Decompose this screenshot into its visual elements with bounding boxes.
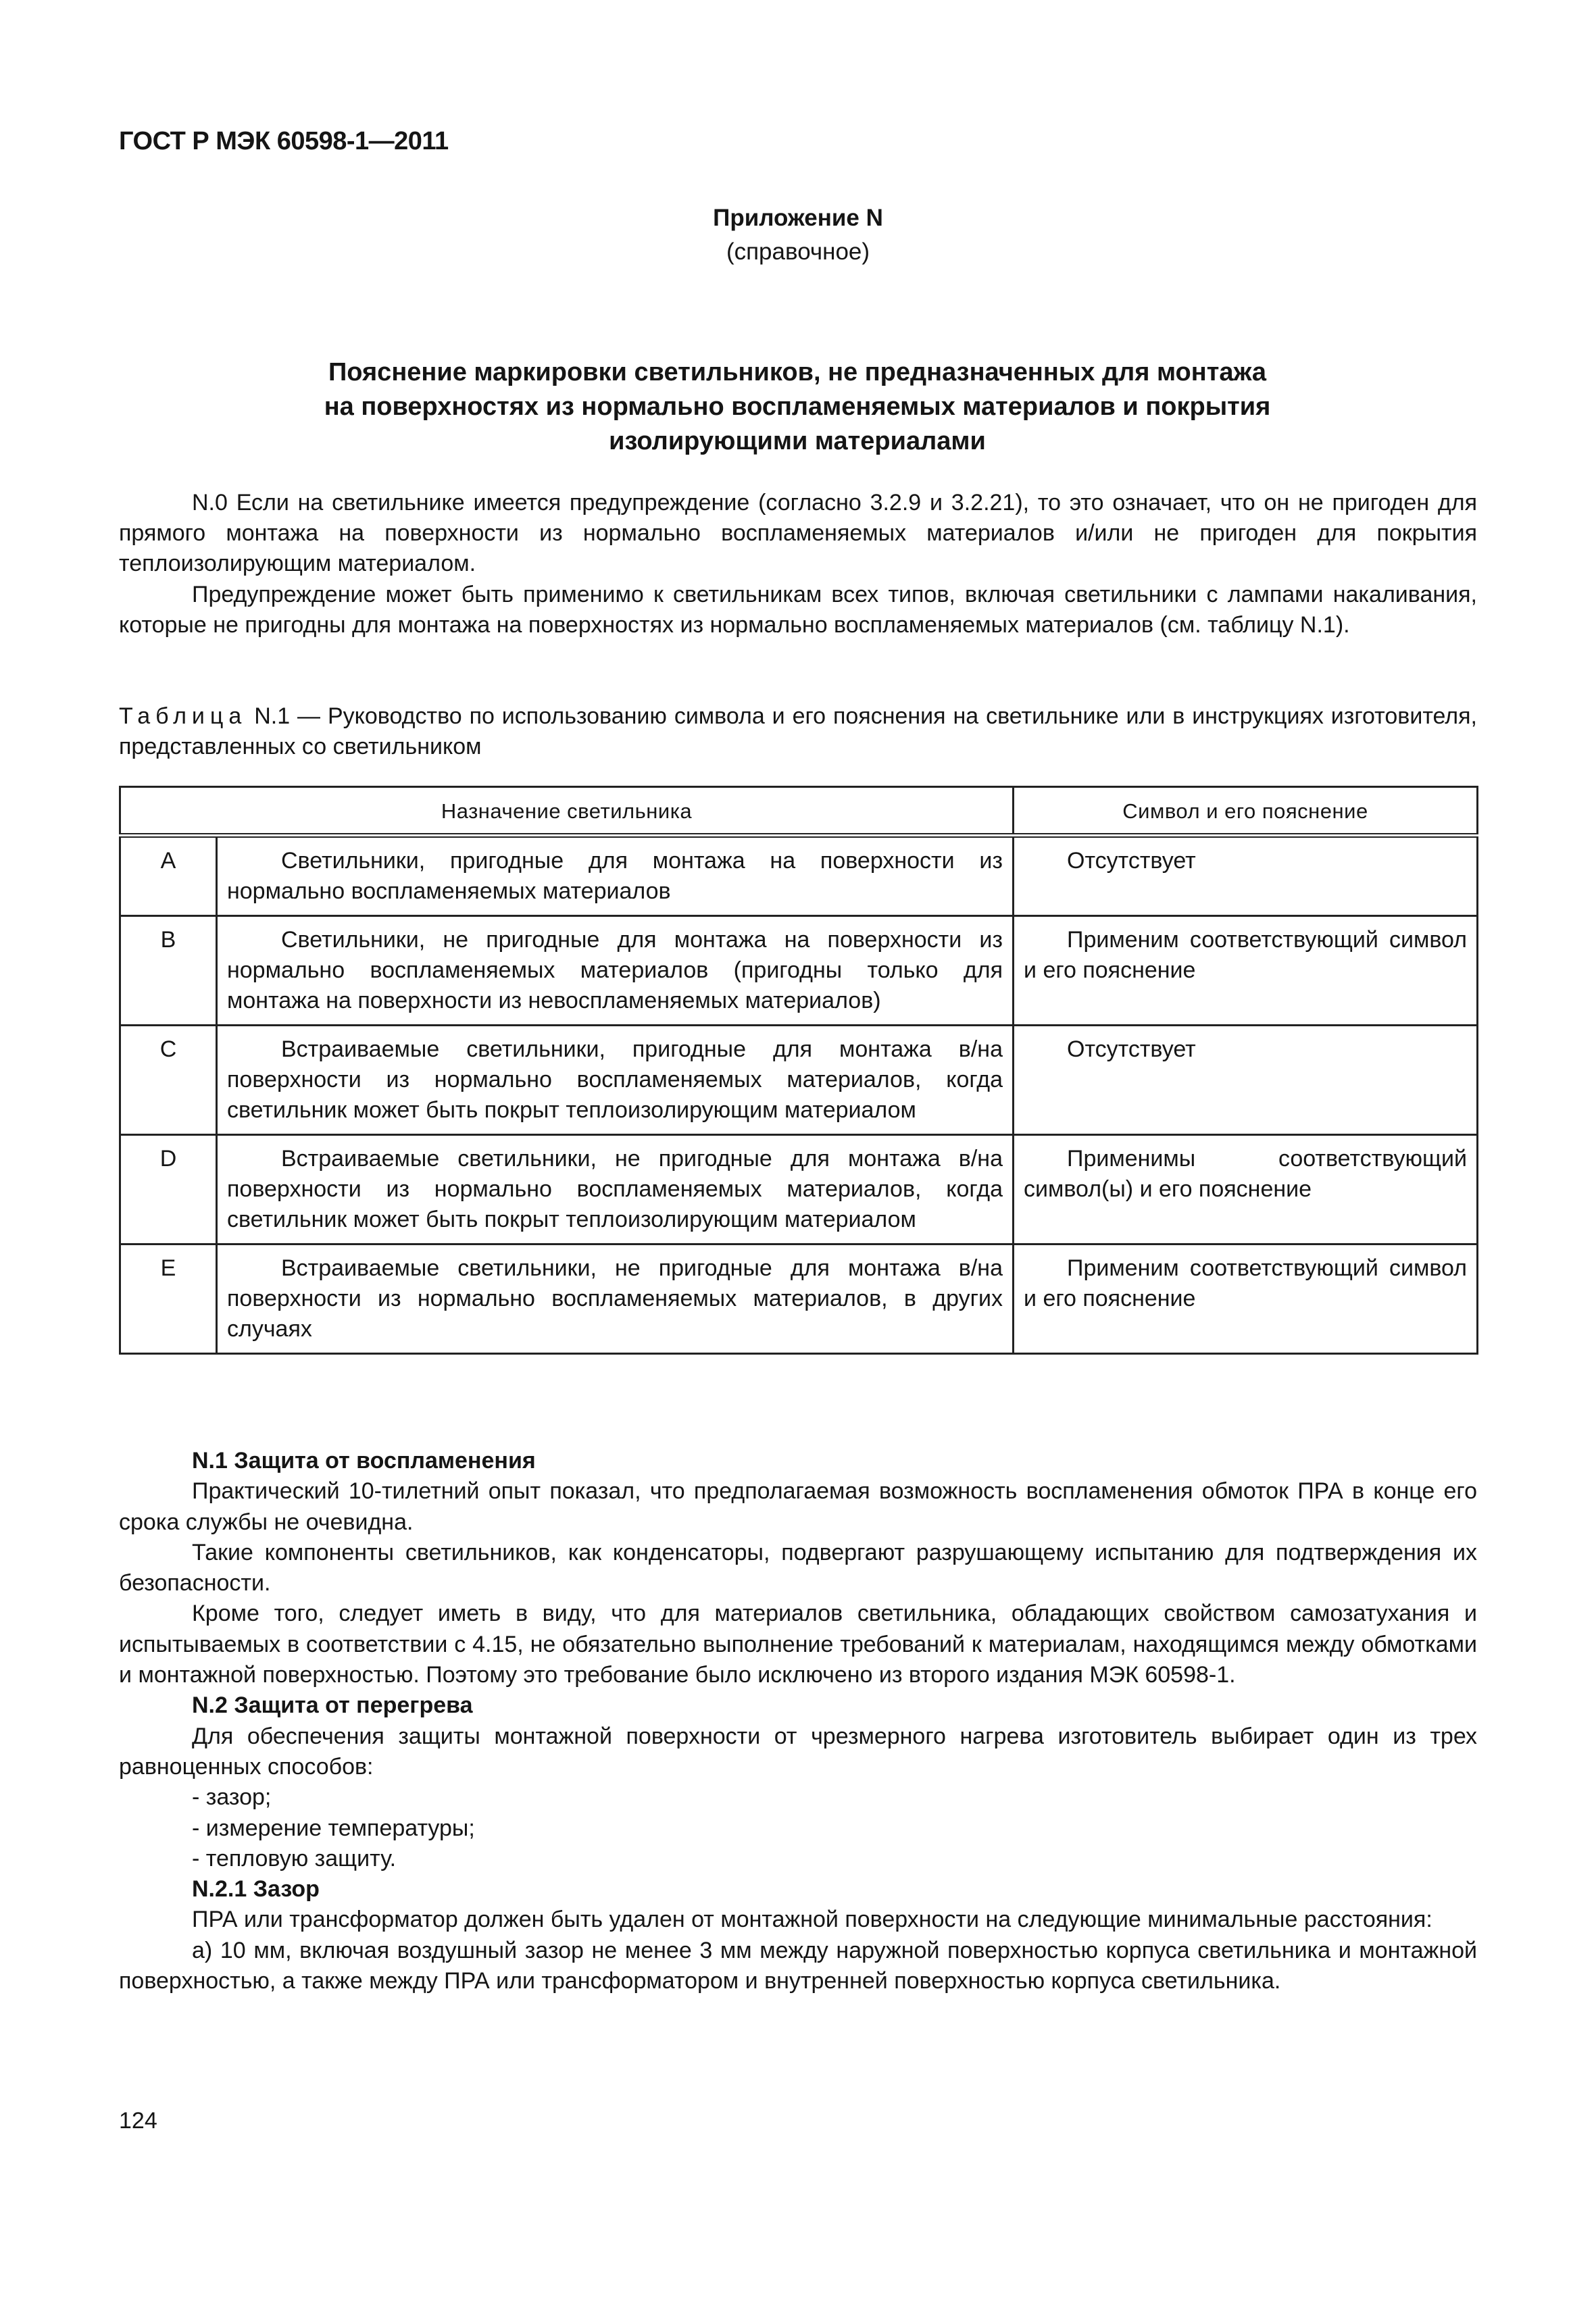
page-number: 124 (119, 2108, 157, 2134)
section-paragraph: Такие компоненты светильников, как конденсаторы, подвергают разрушающему испытанию для подтверждения их безопасности. (119, 1539, 1477, 1596)
title-line: Пояснение маркировки светильников, не предназначенных для монтажа (328, 358, 1267, 386)
document-code: ГОСТ Р МЭК 60598-1—2011 (119, 127, 449, 155)
row-symbol (1014, 916, 1478, 1026)
row-symbol (1014, 1026, 1478, 1135)
intro-paragraph: Предупреждение может быть применимо к светильникам всех типов, включая светильники с лампами накаливания, которые не пригодны для монтажа на поверхностях из нормально воспламеняемых материалов (см. таблицу N.1). (119, 581, 1477, 638)
row-symbol-text: Применим соответствующий символ и его пояснение (1024, 927, 1467, 983)
row-letter: B (120, 916, 217, 1026)
section-paragraph: а) 10 мм, включая воздушный зазор не менее 3 мм между наружной поверхностью корпуса светильника и монтажной поверхностью, а также между ПРА или трансформатором и внутренней поверхностью корпуса светильника. (119, 1937, 1477, 1994)
row-letter: D (120, 1135, 217, 1244)
table-caption-word: Таблица (119, 703, 247, 729)
column-header-purpose: Назначение светильника (120, 787, 1014, 836)
row-symbol (1014, 1244, 1478, 1354)
table-row (120, 1135, 1478, 1244)
list-item: - тепловую защиту. (192, 1845, 397, 1871)
row-purpose (217, 836, 1014, 916)
table-caption (119, 701, 1477, 762)
column-header-symbol: Символ и его пояснение (1014, 787, 1478, 836)
luminaire-table (119, 786, 1478, 1355)
row-symbol-text: Применимы соответствующий символ(ы) и его пояснение (1024, 1146, 1467, 1202)
row-purpose-text: Встраиваемые светильники, не пригодные для монтажа в/на поверхности из нормально воспламеняемых материалов, когда светильник может быть покрыт теплоизолирующим материалом (227, 1146, 1003, 1232)
section-heading-n2: N.2 Защита от перегрева (192, 1692, 473, 1719)
row-symbol (1014, 1135, 1478, 1244)
annex-type: (справочное) (726, 238, 870, 265)
intro-paragraph: N.0 Если на светильнике имеется предупреждение (согласно 3.2.9 и 3.2.21), то это означает, что он не пригоден для прямого монтажа на поверхности из нормально воспламеняемых материалов и/или не пригоден для покрытия теплоизолирующим материалом. (119, 490, 1477, 577)
row-letter: C (120, 1026, 217, 1135)
row-purpose-text: Встраиваемые светильники, пригодные для монтажа в/на поверхности из нормально воспламеняемых материалов, когда светильник может быть покрыт теплоизолирующим материалом (227, 1036, 1003, 1123)
title-line: изолирующими материалами (609, 427, 986, 455)
row-purpose (217, 916, 1014, 1026)
table-row (120, 1026, 1478, 1135)
section-heading-n21: N.2.1 Зазор (192, 1876, 320, 1903)
table-caption-text: N.1 — Руководство по использованию символа и его пояснения на светильнике или в инструкциях изготовителя, представленных со светильником (119, 703, 1477, 759)
row-letter: E (120, 1244, 217, 1354)
title-line: на поверхностях из нормально воспламеняемых материалов и покрытия (324, 393, 1271, 421)
row-purpose-text: Светильники, пригодные для монтажа на поверхности из нормально воспламеняемых материалов (227, 848, 1003, 904)
annex-heading (0, 201, 1596, 269)
annex-title (203, 355, 1392, 459)
row-purpose-text: Встраиваемые светильники, не пригодные для монтажа в/на поверхности из нормально воспламеняемых материалов, в других случаях (227, 1255, 1003, 1342)
table-row (120, 836, 1478, 916)
section-heading-n1: N.1 Защита от воспламенения (192, 1448, 536, 1474)
table-row (120, 1244, 1478, 1354)
row-symbol-text: Применим соответствующий символ и его пояснение (1024, 1255, 1467, 1311)
list-item: - измерение температуры; (192, 1815, 475, 1841)
section-paragraph: Практический 10-тилетний опыт показал, что предполагаемая возможность воспламенения обмоток ПРА в конце его срока службы не очевидна. (119, 1478, 1477, 1535)
row-purpose (217, 1244, 1014, 1354)
section-paragraph: ПРА или трансформатор должен быть удален от монтажной поверхности на следующие минимальные расстояния: (192, 1907, 1432, 1933)
sections-text (119, 1446, 1477, 1996)
annex-label: Приложение N (713, 205, 883, 231)
row-letter: A (120, 836, 217, 916)
row-symbol-text: Отсутствует (1067, 1036, 1196, 1062)
section-paragraph: Кроме того, следует иметь в виду, что для материалов светильника, обладающих свойством самозатухания и испытываемых в соответствии с 4.15, не обязательно выполнение требований к материалам, находящимся между обмотками и монтажной поверхностью. Поэтому это требование было исключено из второго издания МЭК 60598-1. (119, 1601, 1477, 1688)
section-paragraph: Для обеспечения защиты монтажной поверхности от чрезмерного нагрева изготовитель выбирает один из трех равноценных способов: (119, 1723, 1477, 1780)
table-header-row (120, 787, 1478, 836)
row-symbol-text: Отсутствует (1067, 848, 1196, 874)
row-purpose (217, 1135, 1014, 1244)
table-row (120, 916, 1478, 1026)
list-item: - зазор; (192, 1784, 272, 1811)
row-symbol (1014, 836, 1478, 916)
row-purpose (217, 1026, 1014, 1135)
row-purpose-text: Светильники, не пригодные для монтажа на поверхности из нормально воспламеняемых материалов (пригодны только для монтажа на поверхности из невоспламеняемых материалов) (227, 927, 1003, 1013)
intro-text (119, 488, 1477, 640)
